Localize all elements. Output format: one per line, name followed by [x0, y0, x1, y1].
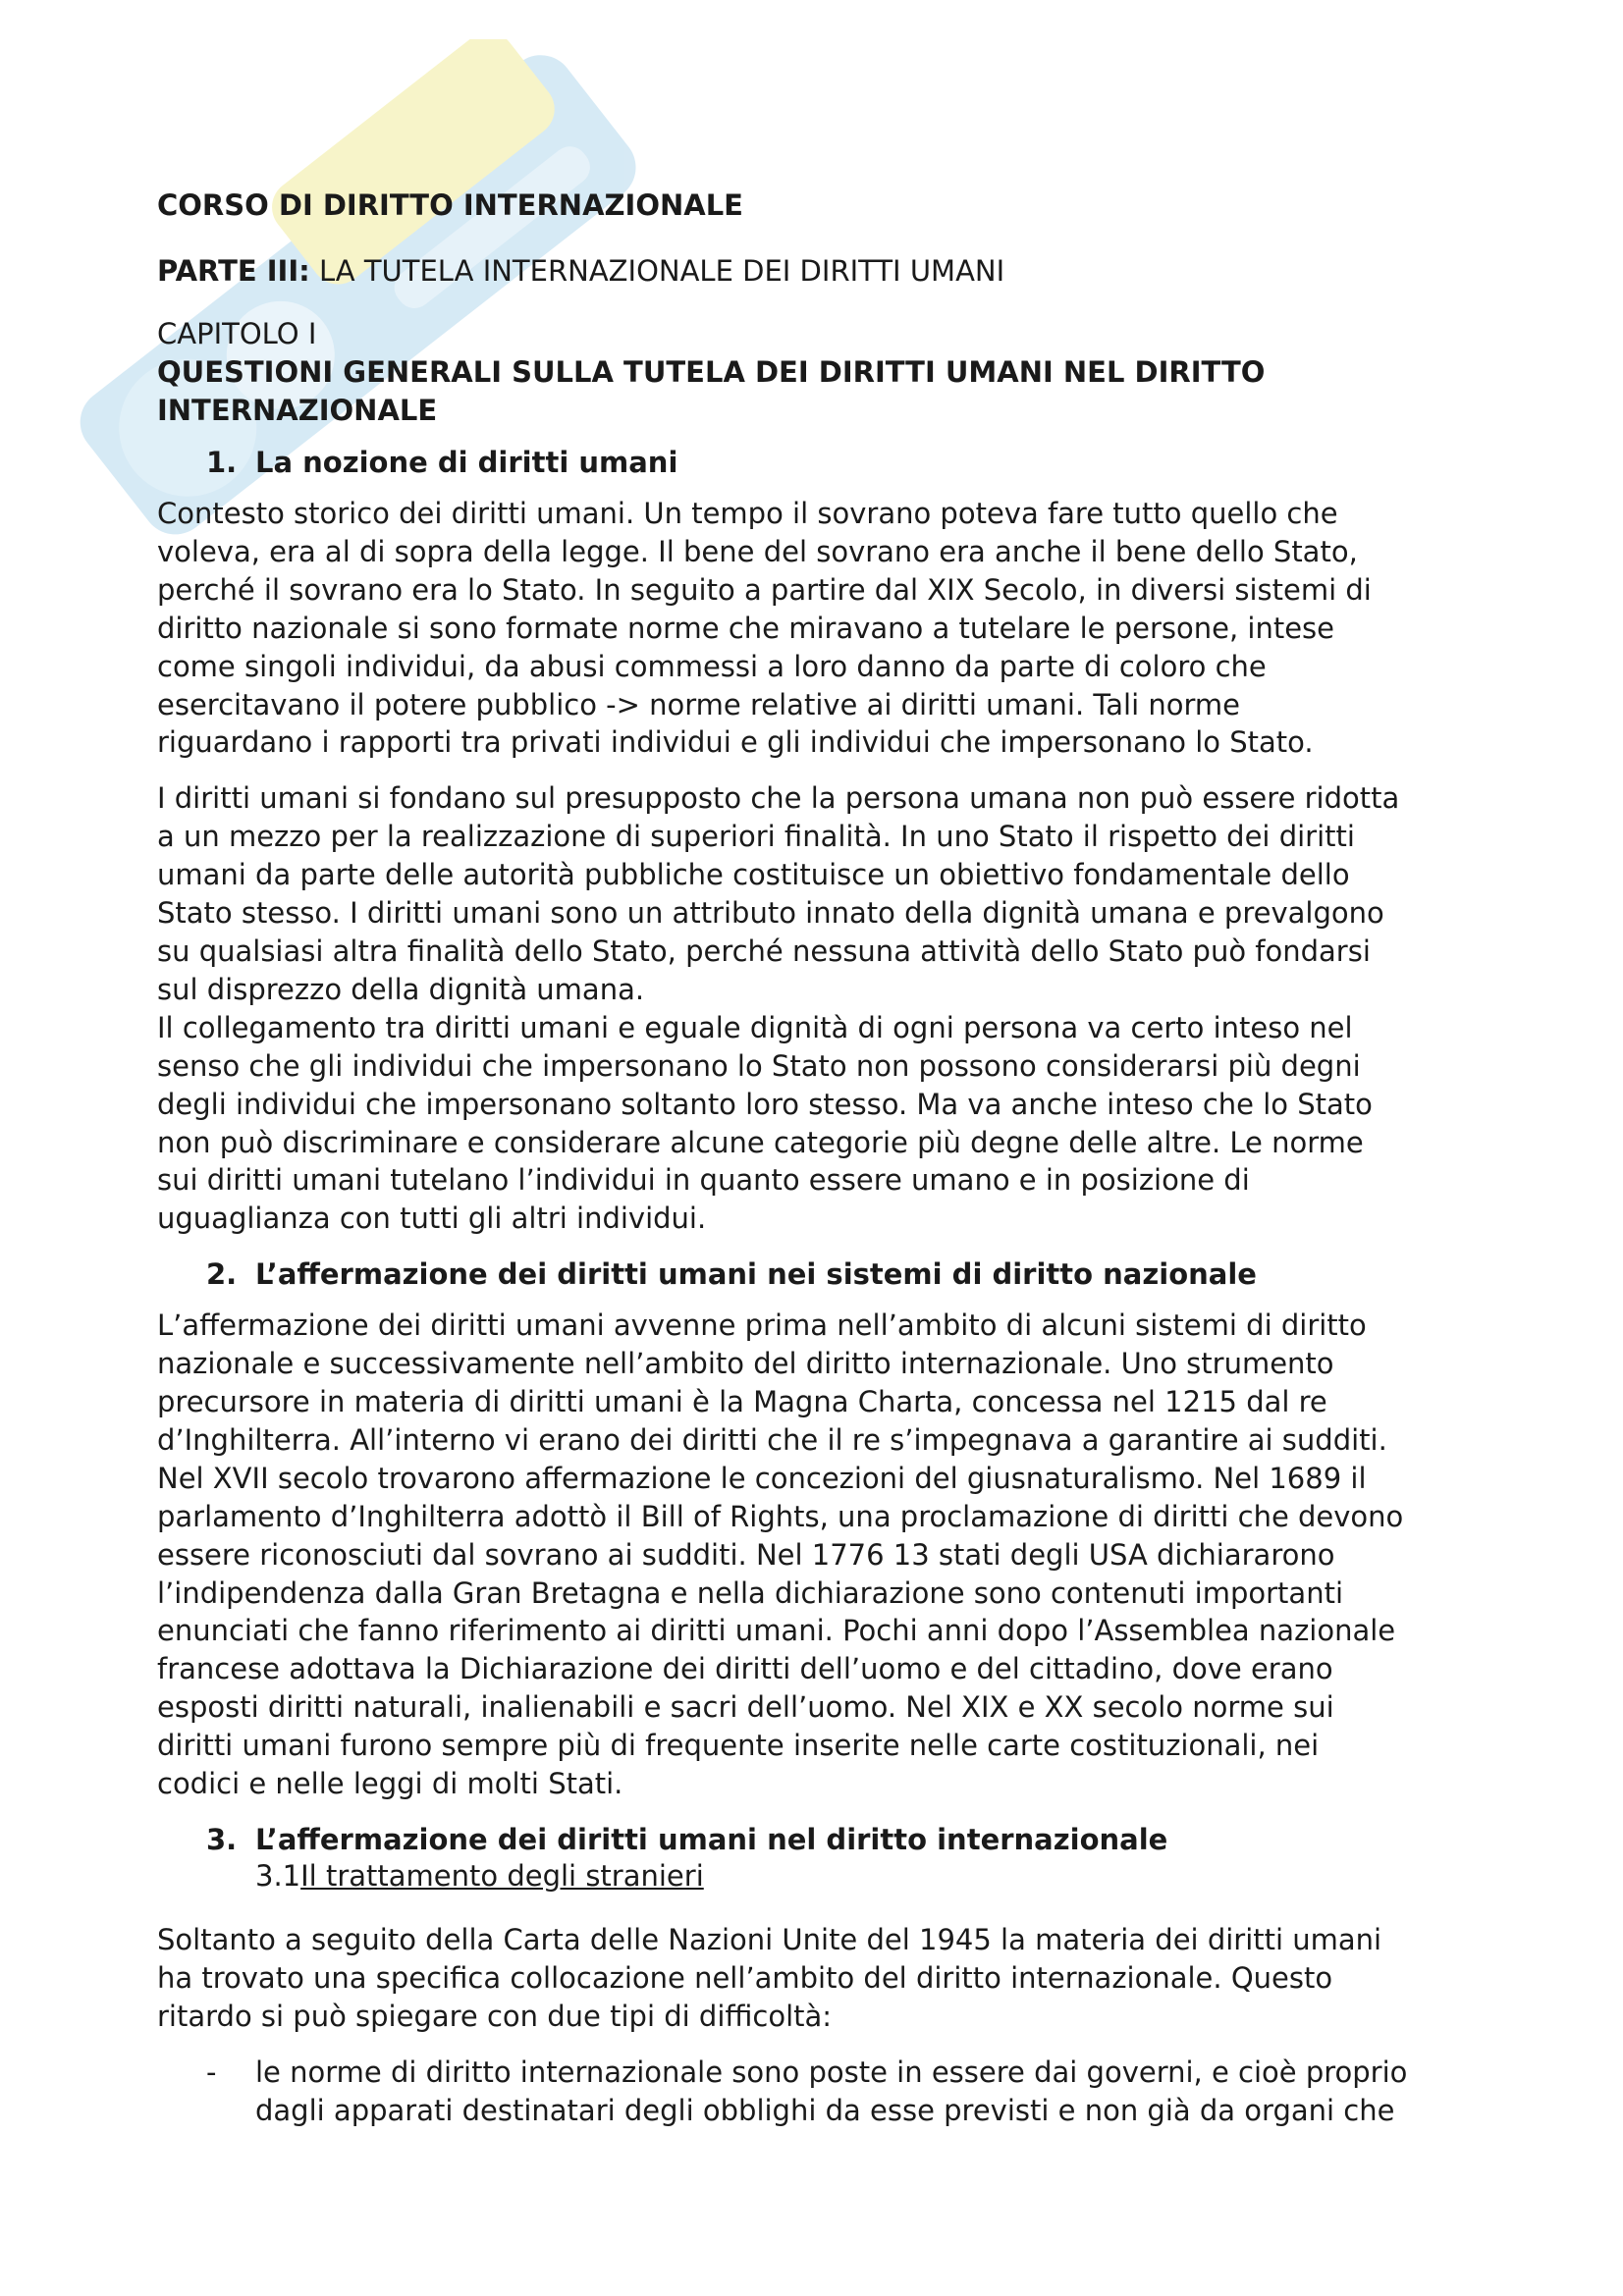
part-heading: [157, 252, 1512, 290]
section-title: L’affermazione dei diritti umani nei sistemi di diritto nazionale: [255, 1257, 1257, 1292]
subsection-number: 3.1: [255, 1859, 301, 1893]
bullet-text: le norme di diritto internazionale sono poste in essere dai governi, e cioè proprio dagli apparati destinatari degli obblighi da esse previsti e non già da organi che: [255, 2055, 1408, 2127]
section-number: 2.: [206, 1257, 238, 1292]
subsection-title: Il trattamento degli stranieri: [300, 1859, 704, 1893]
list-item: [157, 2054, 1512, 2130]
paragraph: Contesto storico dei diritti umani. Un tempo il sovrano poteva fare tutto quello che voleva, era al di sopra della legge. Il bene del sovrano era anche il bene dello Stato, perché il sovrano era lo Stato. In seguito a partire dal XIX Secolo, in diversi sistemi di diritto nazionale si sono formate norme che miravano a tutelare le persone, intese come singoli individui, da abusi commessi a loro danno da parte di coloro che esercitavano il potere pubblico -> norme relative ai diritti umani. Tali norme riguardano i rapporti tra privati individui e gli individui che impersonano lo Stato.: [157, 497, 1372, 760]
part-label: PARTE III:: [157, 254, 310, 288]
chapter-title: QUESTIONI GENERALI SULLA TUTELA DEI DIRITTI UMANI NEL DIRITTO INTERNAZIONALE: [157, 355, 1266, 427]
paragraph: Soltanto a seguito della Carta delle Nazioni Unite del 1945 la materia dei diritti umani ha trovato una specifica collocazione nell’ambito del diritto internazionale. Questo ritardo si può spiegare con due tipi di difficoltà:: [157, 1923, 1382, 2033]
section-number: 1.: [206, 446, 238, 479]
part-title: LA TUTELA INTERNAZIONALE DEI DIRITTI UMANI: [318, 254, 1005, 288]
course-title: CORSO DI DIRITTO INTERNAZIONALE: [157, 188, 743, 222]
section-title: La nozione di diritti umani: [255, 446, 678, 479]
section-number: 3.: [206, 1823, 238, 1856]
subsection-heading: [255, 1858, 1512, 1894]
section-heading-3: [206, 1821, 1512, 1858]
chapter-label: CAPITOLO I: [157, 317, 317, 350]
document-page: [157, 187, 1512, 2130]
paragraph: I diritti umani si fondano sul presupposto che la persona umana non può essere ridotta a un mezzo per la realizzazione di superiori finalità. In uno Stato il rispetto dei diritti umani da parte delle autorità pubbliche costituisce un obiettivo fondamentale dello Stato stesso. I diritti umani sono un attributo innato della dignità umana e prevalgono su qualsiasi altra finalità dello Stato, perché nessuna attività dello Stato può fondarsi sul disprezzo della dignità umana. Il collegamento tra diritti umani e eguale dignità di ogni persona va certo inteso nel senso che gli individui che impersonano lo Stato non possono considerarsi più degni degli individui che impersonano soltanto loro stesso. Ma va anche inteso che lo Stato non può discriminare e considerare alcune categorie più degne delle altre. Le norme sui diritti umani tutelano l’individui in quanto essere umano e in posizione di uguaglianza con tutti gli altri individui.: [157, 781, 1400, 1236]
paragraph: L’affermazione dei diritti umani avvenne prima nell’ambito di alcuni sistemi di diritto nazionale e successivamente nell’ambito del diritto internazionale. Uno strumento precursore in materia di diritti umani è la Magna Charta, concessa nel 1215 dal re d’Inghilterra. All’interno vi erano dei diritti che il re s’impegnava a garantire ai sudditi. Nel XVII secolo trovarono affermazione le concezioni del giusnaturalismo. Nel 1689 il parlamento d’Inghilterra adottò il Bill of Rights, una proclamazione di diritti che devono essere riconosciuti dal sovrano ai sudditi. Nel 1776 13 stati degli USA dichiararono l’indipendenza dalla Gran Bretagna e nella dichiarazione sono contenuti importanti enunciati che fanno riferimento ai diritti umani. Pochi anni dopo l’Assemblea nazionale francese adottava la Dichiarazione dei diritti dell’uomo e del cittadino, dove erano esposti diritti naturali, inalienabili e sacri dell’uomo. Nel XIX e XX secolo norme sui diritti umani furono sempre più di frequente inserite nelle carte costituzionali, nei codici e nelle leggi di molti Stati.: [157, 1308, 1404, 1801]
section-heading-2: [206, 1255, 1512, 1293]
section-heading-1: [206, 444, 1512, 481]
section-title: L’affermazione dei diritti umani nel diritto internazionale: [255, 1823, 1168, 1856]
bullet-marker: -: [206, 2055, 217, 2089]
